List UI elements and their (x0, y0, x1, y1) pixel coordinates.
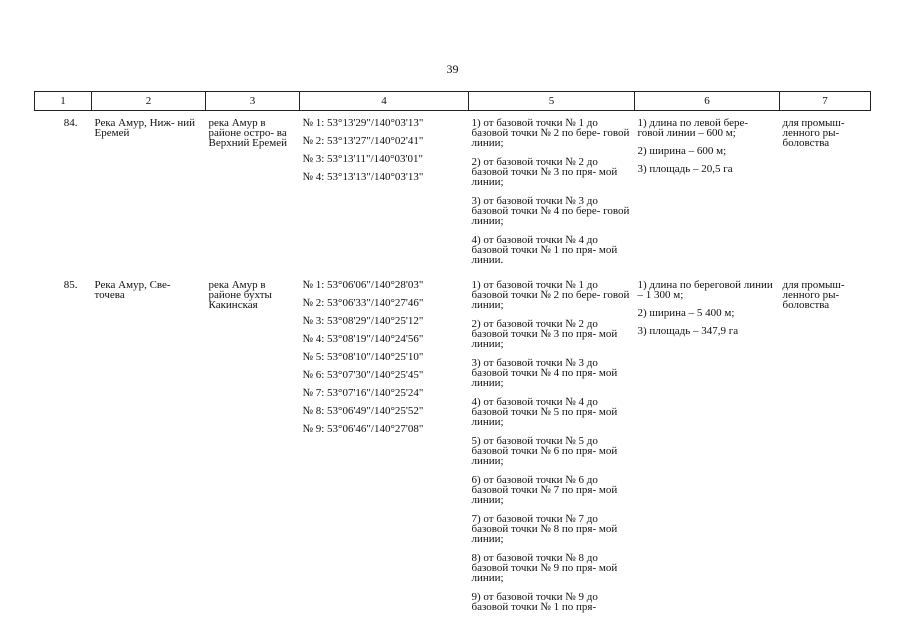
coordinate-entry: № 3: 53°13'11"/140°03'01" (302, 153, 423, 165)
row-number: 85. (63, 279, 78, 291)
coordinate-entry: № 8: 53°06'49"/140°25'52" (302, 405, 424, 417)
boundary-description: 6) от базовой точки № 6 до базовой точки № 7 по пря- мой линии; (471, 474, 618, 506)
coordinate-entry: № 1: 53°13'29"/140°03'13" (302, 117, 424, 129)
boundary-description: 8) от базовой точки № 8 до базовой точки № 9 по пря- мой линии; (471, 552, 618, 584)
boundary-description: 2) от базовой точки № 2 до базовой точки № 3 по пря- мой линии; (471, 156, 618, 188)
column-header: 4 (300, 92, 469, 111)
parameters-cell (635, 111, 780, 275)
column-header: 3 (206, 92, 300, 111)
page-number: 39 (446, 62, 459, 76)
coordinate-entry: № 5: 53°08'10"/140°25'10" (302, 351, 424, 363)
area-name: Река Амур, Све- точева (94, 279, 171, 301)
table-row (35, 274, 871, 621)
boundary-description: 3) от базовой точки № 3 до базовой точки № 4 по бере- говой линии; (471, 195, 630, 227)
area-parameter: 2) ширина – 600 м; (637, 145, 727, 157)
coordinate-entry: № 2: 53°06'33"/140°27'46" (302, 297, 424, 309)
area-purpose: для промыш- ленного ры- боловства (782, 279, 845, 311)
column-header: 7 (780, 92, 871, 111)
boundary-description: 1) от базовой точки № 1 до базовой точки № 2 по бере- говой линии; (471, 117, 630, 149)
table-row (35, 111, 871, 275)
coordinate-entry: № 1: 53°06'06"/140°28'03" (302, 279, 424, 291)
column-header: 6 (635, 92, 780, 111)
boundary-description: 5) от базовой точки № 5 до базовой точки № 6 по пря- мой линии; (471, 435, 618, 467)
boundaries-cell (469, 111, 635, 275)
coordinate-entry: № 2: 53°13'27"/140°02'41" (302, 135, 424, 147)
area-location: река Амур в районе остро- ва Верхний Еремей (208, 117, 287, 149)
area-name: Река Амур, Ниж- ний Еремей (94, 117, 196, 139)
area-parameter: 3) площадь – 20,5 га (637, 163, 733, 175)
coordinates-cell (300, 111, 469, 275)
row-number: 84. (63, 117, 78, 129)
boundary-description: 1) от базовой точки № 1 до базовой точки № 2 по бере- говой линии; (471, 279, 630, 311)
boundary-description: 4) от базовой точки № 4 до базовой точки № 1 по пря- мой линии. (471, 234, 618, 266)
coordinate-entry: № 6: 53°07'30"/140°25'45" (302, 369, 424, 381)
coordinate-entry: № 9: 53°06'46"/140°27'08" (302, 423, 424, 435)
column-header: 5 (469, 92, 635, 111)
coordinate-entry: № 4: 53°08'19"/140°24'56" (302, 333, 424, 345)
area-parameter: 1) длина по левой бере- говой линии – 600 м; (637, 117, 749, 139)
area-location: река Амур в районе бухты Какинская (208, 279, 272, 311)
area-parameter: 3) площадь – 347,9 га (637, 325, 739, 337)
coordinate-entry: № 3: 53°08'29"/140°25'12" (302, 315, 424, 327)
fishing-areas-table (34, 91, 871, 621)
coordinates-cell (300, 274, 469, 621)
column-number-header-row (35, 92, 871, 111)
boundary-description: 2) от базовой точки № 2 до базовой точки № 3 по пря- мой линии; (471, 318, 618, 350)
boundary-description: 3) от базовой точки № 3 до базовой точки № 4 по пря- мой линии; (471, 357, 618, 389)
column-header: 1 (35, 92, 92, 111)
boundary-description: 9) от базовой точки № 9 до базовой точки № 1 по пря- (471, 591, 598, 613)
area-parameter: 2) ширина – 5 400 м; (637, 307, 735, 319)
boundary-description: 4) от базовой точки № 4 до базовой точки № 5 по пря- мой линии; (471, 396, 618, 428)
column-header: 2 (92, 92, 206, 111)
parameters-cell (635, 274, 780, 621)
area-purpose: для промыш- ленного ры- боловства (782, 117, 845, 149)
boundary-description: 7) от базовой точки № 7 до базовой точки № 8 по пря- мой линии; (471, 513, 618, 545)
coordinate-entry: № 4: 53°13'13"/140°03'13" (302, 171, 424, 183)
coordinate-entry: № 7: 53°07'16"/140°25'24" (302, 387, 424, 399)
boundaries-cell (469, 274, 635, 621)
area-parameter: 1) длина по береговой линии – 1 300 м; (637, 279, 773, 301)
